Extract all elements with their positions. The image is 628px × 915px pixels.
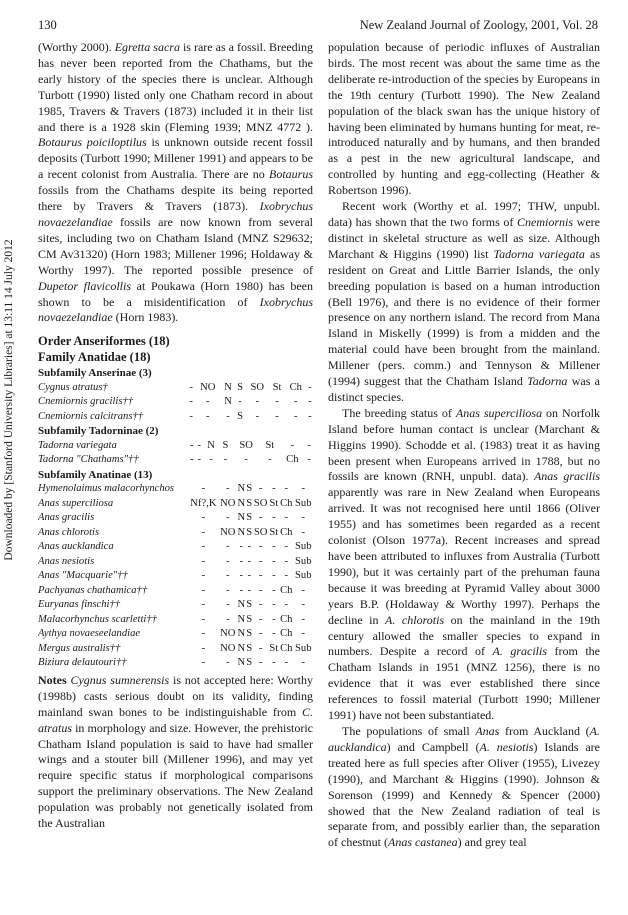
distribution-cell: NO [200,381,216,393]
species-name: Biziura delautouri†† [38,657,127,669]
distribution-cell: Ch [286,454,299,466]
distribution-cell: S [246,613,253,625]
distribution-cell: - [284,570,289,582]
distribution-cell: - [268,454,272,466]
italic-run: Tadorna variegata [493,246,585,261]
paragraph [328,40,600,199]
distribution-cell: - [307,439,311,451]
italic-run: Botaurus poiciloptilus [38,135,147,150]
distribution-cell: - [284,512,289,524]
distribution-cell: S [237,381,243,393]
species-row [38,439,313,454]
distribution-cell: S [246,497,253,509]
distribution-cell: - [272,555,276,567]
species-name: Pachyanas chathamica†† [38,584,148,596]
distribution-cell: N [237,599,246,611]
distribution-cell: S [246,512,253,524]
distribution-cell: - [209,454,213,466]
distribution-cell: St [265,439,275,451]
distribution-cell: - [284,541,289,553]
species-name: Aythya novaeseelandiae [38,628,141,640]
species-row [38,569,313,584]
left-column [38,40,313,832]
text-run: ) Islands are treated here as full species after Oliver (1955), Livezey (1990), and Marchant & Higgins (1990). Johnson & Sorenson (1999) and Kennedy & Spencer (2000) showed that the New Zealand radiation of teal is separate from, and possibly earlier than, the separation of chestnut ( [328,739,600,850]
distribution-cell: Sub [295,497,312,509]
distribution-cell: SO [239,439,253,451]
distribution-cell: NO [220,628,236,640]
distribution-cell: SO [250,381,264,393]
distribution-cell: N [237,628,246,640]
species-table [38,439,313,468]
distribution-cell: - [258,657,263,669]
text-run: at Poukawa (Horn 1980) has been shown to be a misidentification of [38,278,313,309]
distribution-cell: S [246,526,253,538]
distribution-cell: - [201,628,206,640]
distribution-cell: - [301,613,306,625]
distribution-cell: - [226,541,230,553]
distribution-cell: - [226,483,230,495]
distribution-cell: S [246,657,253,669]
species-row [38,453,313,468]
distribution-cell: - [201,541,206,553]
distribution-cell: - [294,396,298,408]
distribution-cell: - [258,483,263,495]
page-number: 130 [38,18,57,32]
paragraph [328,724,600,851]
distribution-cell: - [272,512,276,524]
distribution-cell: - [226,613,230,625]
species-row [38,482,313,497]
distribution-cell: - [189,454,194,466]
distribution-cell: - [244,454,248,466]
species-name: Anas nesiotis [38,555,95,567]
italic-run: A. chlorotis [385,612,445,627]
species-row [38,613,313,628]
species-row [38,395,313,410]
distribution-cell: S [246,483,253,495]
italic-run: Botaurus [268,167,313,182]
distribution-cell: - [275,396,279,408]
distribution-cell: - [284,555,289,567]
distribution-cell: - [308,396,312,408]
species-row [38,642,313,657]
distribution-cell: - [201,599,206,611]
distribution-cell: N [207,439,215,451]
distribution-cell: - [258,541,263,553]
text-run: apparently was rare in New Zealand when Europeans arrived. It was not recognised here until 1866 (Oliver 1955) and has sometimes been regarded as a recent colonist (Olson 1977a). Recent increases and spread have been attributed to influxes from Australia (Turbott 1990), but it was certainly part of the prehuman fauna because it was breeding at Pyramid Valley about 3000 years B.P. (Holdaway & Worthy 1997). Perhaps the decline in [328,485,600,627]
right-column [328,40,600,851]
distribution-cell: - [272,599,276,611]
distribution-cell: Sub [295,570,312,582]
distribution-cell: - [258,584,263,596]
distribution-cell: - [272,628,276,640]
species-row [38,381,313,396]
species-row [38,555,313,570]
distribution-cell: - [301,584,306,596]
distribution-cell: Sub [295,642,312,654]
distribution-cell: N [237,613,246,625]
distribution-cell: St [269,642,279,654]
distribution-cell: - [201,526,206,538]
text-run: is unknown outside recent fossil deposits (Turbott 1990; Millener 1991) and appears to be a recent colonist from Australia. There are no [38,135,313,182]
distribution-cell: Ch [289,381,302,393]
distribution-cell: - [247,570,252,582]
distribution-cell: - [239,555,244,567]
text-run: was a distinct species. [328,374,600,404]
distribution-cell: - [308,381,312,393]
distribution-cell: Sub [295,541,312,553]
distribution-cell: - [206,396,210,408]
running-head: New Zealand Journal of Zoology, 2001, Vol. 28 [359,18,598,32]
species-table [38,482,313,671]
distribution-cell: St [269,526,279,538]
species-name: Anas gracilis [38,512,95,524]
paragraph [328,199,600,406]
distribution-cell: - [258,599,263,611]
distribution-cell: - [301,599,306,611]
distribution-cell: - [247,541,252,553]
distribution-cell: N [237,526,246,538]
distribution-cell: - [258,642,263,654]
distribution-cell: S [237,410,243,422]
distribution-cell: - [201,642,206,654]
text-run: were distinct in skeletal structure as well as size. Although Marchant & Higgins (1990) list [328,214,600,261]
distribution-cell: Ch [280,497,293,509]
distribution-cell: - [226,657,230,669]
distribution-cell: - [301,628,306,640]
text-run: from the Chatham Islands in 1951 (MNZ 1256), there is no evidence that it was ever established there since references to fossil material (Turbott 1990; Millener 1991) have not been substantiated. [328,644,600,723]
distribution-cell: Sub [295,555,312,567]
distribution-cell: S [246,599,253,611]
distribution-cell: - [272,483,276,495]
species-row [38,526,313,541]
species-table [38,381,313,425]
distribution-cell: N [224,381,232,393]
distribution-cell: - [239,570,244,582]
distribution-cell: - [189,396,193,408]
italic-run: Anas [475,723,500,738]
species-row [38,540,313,555]
text-run: in morphology and size. However, the prehistoric Chatham Island population is said to have had smaller wings and a stouter bill (Millener 1996), and may yet require specific status if morphological comparisons support the preliminary observations. The New Zealand population was probably not genetically isolated from the Australian [38,720,313,831]
distribution-cell: - [275,410,279,422]
distribution-cell: - [201,657,206,669]
distribution-cell: - [201,613,206,625]
species-row [38,511,313,526]
distribution-cell: - [226,570,230,582]
text-run: is not accepted here: Worthy (1998b) casts serious doubt on its validity, finding mainland swan bones to be indistinguishable from [38,672,313,719]
subfamily-heading: Subfamily Tadorninae (2) [38,425,159,438]
distribution-cell: - [258,628,263,640]
distribution-cell: - [284,657,289,669]
distribution-cell: St [269,497,279,509]
distribution-cell: N [237,657,246,669]
species-name: Cygnus atratus† [38,381,108,393]
distribution-cell: - [301,512,306,524]
distribution-cell: Ch [280,613,293,625]
distribution-cell: - [290,439,295,451]
italic-run: Dupetor flavicollis [38,278,131,293]
text-run: ) and grey teal [457,835,527,850]
distribution-cell: - [301,657,306,669]
text-run: The populations of small [342,723,476,738]
distribution-cell: N [237,642,246,654]
distribution-cell: - [223,454,228,466]
distribution-cell: - [189,439,194,451]
text-run: (Worthy 2000). [38,40,115,54]
text-run: is rare as a fossil. Breeding has never been reported from the Chathams, but the early history of the species there is unclear. Although Turbott (1990) listed only one Chatham record in about 1985, Travers & Travers (1873) included it in their list and there is a 1928 skin (Fleming 1939; MNZ 4772 ). [38,40,313,134]
text-run: on the mainland in the 19th century allowed the smaller species to expand in numbers. Despite a record of [328,612,600,659]
distribution-cell: - [226,410,230,422]
species-name: Euryanas finschi†† [38,599,121,611]
species-row [38,410,313,425]
species-name: Cnemiornis gracilis†† [38,396,134,408]
text-run: fossils are now known from several sites, including two on Chatham Island (MNZ S29632; CM Av31320) (Horn 1983; Millener 1996; Holdaway & Worthy 1997). The reported possible presence of [38,214,313,277]
distribution-cell: - [206,410,210,422]
distribution-cell: - [272,541,276,553]
paragraph [38,40,313,326]
distribution-cell: - [226,555,230,567]
distribution-cell: - [301,483,306,495]
italic-run: Anas superciliosa [455,405,543,420]
notes-paragraph [38,673,313,832]
distribution-cell: - [284,599,289,611]
species-row [38,627,313,642]
distribution-cell: - [226,584,230,596]
text-run: population because of periodic influxes of Australian birds. The most recent was about the same time as the deliberate re-introduction of the species by Europeans in the 19th century (Turbott 1990). The New Zealand population of the black swan has the unique history of having been eliminated by humans hunting for meat, re-introduced naturally and by humans, and then branded as a pest in the new agricultural landscape, and controlled by hunting and egg-collecting (Heather & Robertson 1996). [328,40,600,198]
distribution-cell: - [307,454,311,466]
species-name: Anas chlorotis [38,526,100,538]
distribution-cell: - [247,555,252,567]
distribution-cell: - [258,512,263,524]
text-run: The breeding status of [342,405,456,420]
text-run: from Auckland ( [499,723,590,738]
distribution-cell: S [246,642,253,654]
distribution-cell: - [247,584,252,596]
text-run: fossils from the Chathams despite its being reported there by Travers & Travers (1873). [38,183,313,214]
distribution-cell: - [284,483,289,495]
paragraph [328,406,600,724]
species-row [38,598,313,613]
distribution-cell: Nf?,K [190,497,217,509]
distribution-cell: St [272,381,282,393]
distribution-cell: - [308,410,312,422]
distribution-cell: N [237,483,246,495]
species-name: Mergus australis†† [38,642,121,654]
subfamily-heading: Subfamily Anserinae (3) [38,367,152,380]
distribution-cell: - [272,657,276,669]
text-run: ) and Campbell ( [386,739,480,754]
distribution-cell: S [246,628,253,640]
italic-run: Ixobrychus novaezelandiae [38,294,313,325]
italic-run: Anas castanea [387,835,458,850]
species-name: Tadorna "Chathams"†† [38,454,139,466]
distribution-cell: N [237,512,246,524]
species-name: Anas aucklandica [38,541,114,553]
italic-run: C. atratus [38,704,313,735]
download-stamp: Downloaded by [Stanford University Libraries] at 13:11 14 July 2012 [3,239,15,561]
species-row [38,656,313,671]
distribution-cell: Ch [280,642,293,654]
distribution-cell: NO [220,497,236,509]
species-name: Hymenolaimus malacorhynchos [38,483,175,495]
italic-run: Cnemiornis [517,214,574,229]
distribution-cell: - [239,584,244,596]
text-run: (Horn 1983). [112,310,179,325]
distribution-cell: - [189,410,193,422]
distribution-cell: - [189,381,193,393]
distribution-cell: NO [220,526,236,538]
distribution-cell: - [226,512,230,524]
distribution-cell: - [272,570,276,582]
species-row [38,497,313,512]
distribution-cell: - [201,570,206,582]
italic-run: A. nesiotis [479,739,534,754]
species-name: Cnemiornis calcitrans†† [38,410,144,422]
distribution-cell: SO [253,526,268,538]
italic-run: Tadorna [527,374,568,389]
distribution-cell: - [197,439,201,451]
distribution-cell: - [258,555,263,567]
distribution-cell: NO [220,642,236,654]
text-run: Recent work (Worthy et al. 1997; THW, unpubl. data) has shown that the two forms of [328,199,600,229]
italic-run: Cygnus sumnerensis [70,672,170,687]
italic-run: A. gracilis [492,644,547,659]
distribution-cell: - [272,584,276,596]
distribution-cell: - [258,613,263,625]
species-name: Malacorhynchus scarletti†† [38,613,157,625]
italic-run: A. aucklandica [328,723,600,754]
distribution-cell: - [201,483,206,495]
distribution-cell: - [201,512,206,524]
distribution-cell: - [201,584,206,596]
text-run: as resident on Great and Little Barrier Islands, the only breeding population is based on a human introduction (Bell 1976), and there is no evidence of their former presence on any northern island. The record from Mana Island in Miskelly (1999) is from a midden and the material could have been brought from the mainland. Millener (pers. comm.) and Tennyson & Millener (1994) suggest that the Chatham Island [328,246,601,389]
italic-run: Anas gracilis [533,469,601,484]
species-row [38,584,313,599]
distribution-cell: - [226,599,230,611]
distribution-cell: - [197,454,201,466]
distribution-cell: - [258,570,263,582]
bold-run: Notes [38,672,71,687]
distribution-cell: N [224,396,232,408]
distribution-cell: Ch [280,584,293,596]
text-run: on Norfolk Island before human contact is unclear (Marchant & Higgins 1990). Schodde et al. (1983) treat it as having been present when Europeans arrived in 1788, but no fossils are known (RNH, unpubl. data). [328,405,601,484]
distribution-cell: - [294,410,298,422]
distribution-cell: N [237,497,246,509]
distribution-cell: Ch [280,628,293,640]
distribution-cell: - [239,541,244,553]
species-name: Anas superciliosa [38,497,114,509]
distribution-cell: - [255,410,259,422]
family-heading: Family Anatidae (18) [38,350,151,365]
distribution-cell: - [201,555,206,567]
distribution-cell: SO [253,497,268,509]
distribution-cell: - [272,613,276,625]
order-heading: Order Anseriformes (18) [38,334,170,349]
species-name: Tadorna variegata [38,439,117,451]
distribution-cell: - [238,396,242,408]
species-list [38,366,313,671]
italic-run: Egretta sacra [114,40,180,54]
subfamily-heading: Subfamily Anatinae (13) [38,468,153,481]
distribution-cell: - [301,526,306,538]
distribution-cell: S [222,439,229,451]
italic-run: Ixobrychus novaezelandiae [38,199,313,229]
distribution-cell: Ch [280,526,293,538]
species-name: Anas "Macquarie"†† [38,570,128,582]
distribution-cell: - [255,396,259,408]
